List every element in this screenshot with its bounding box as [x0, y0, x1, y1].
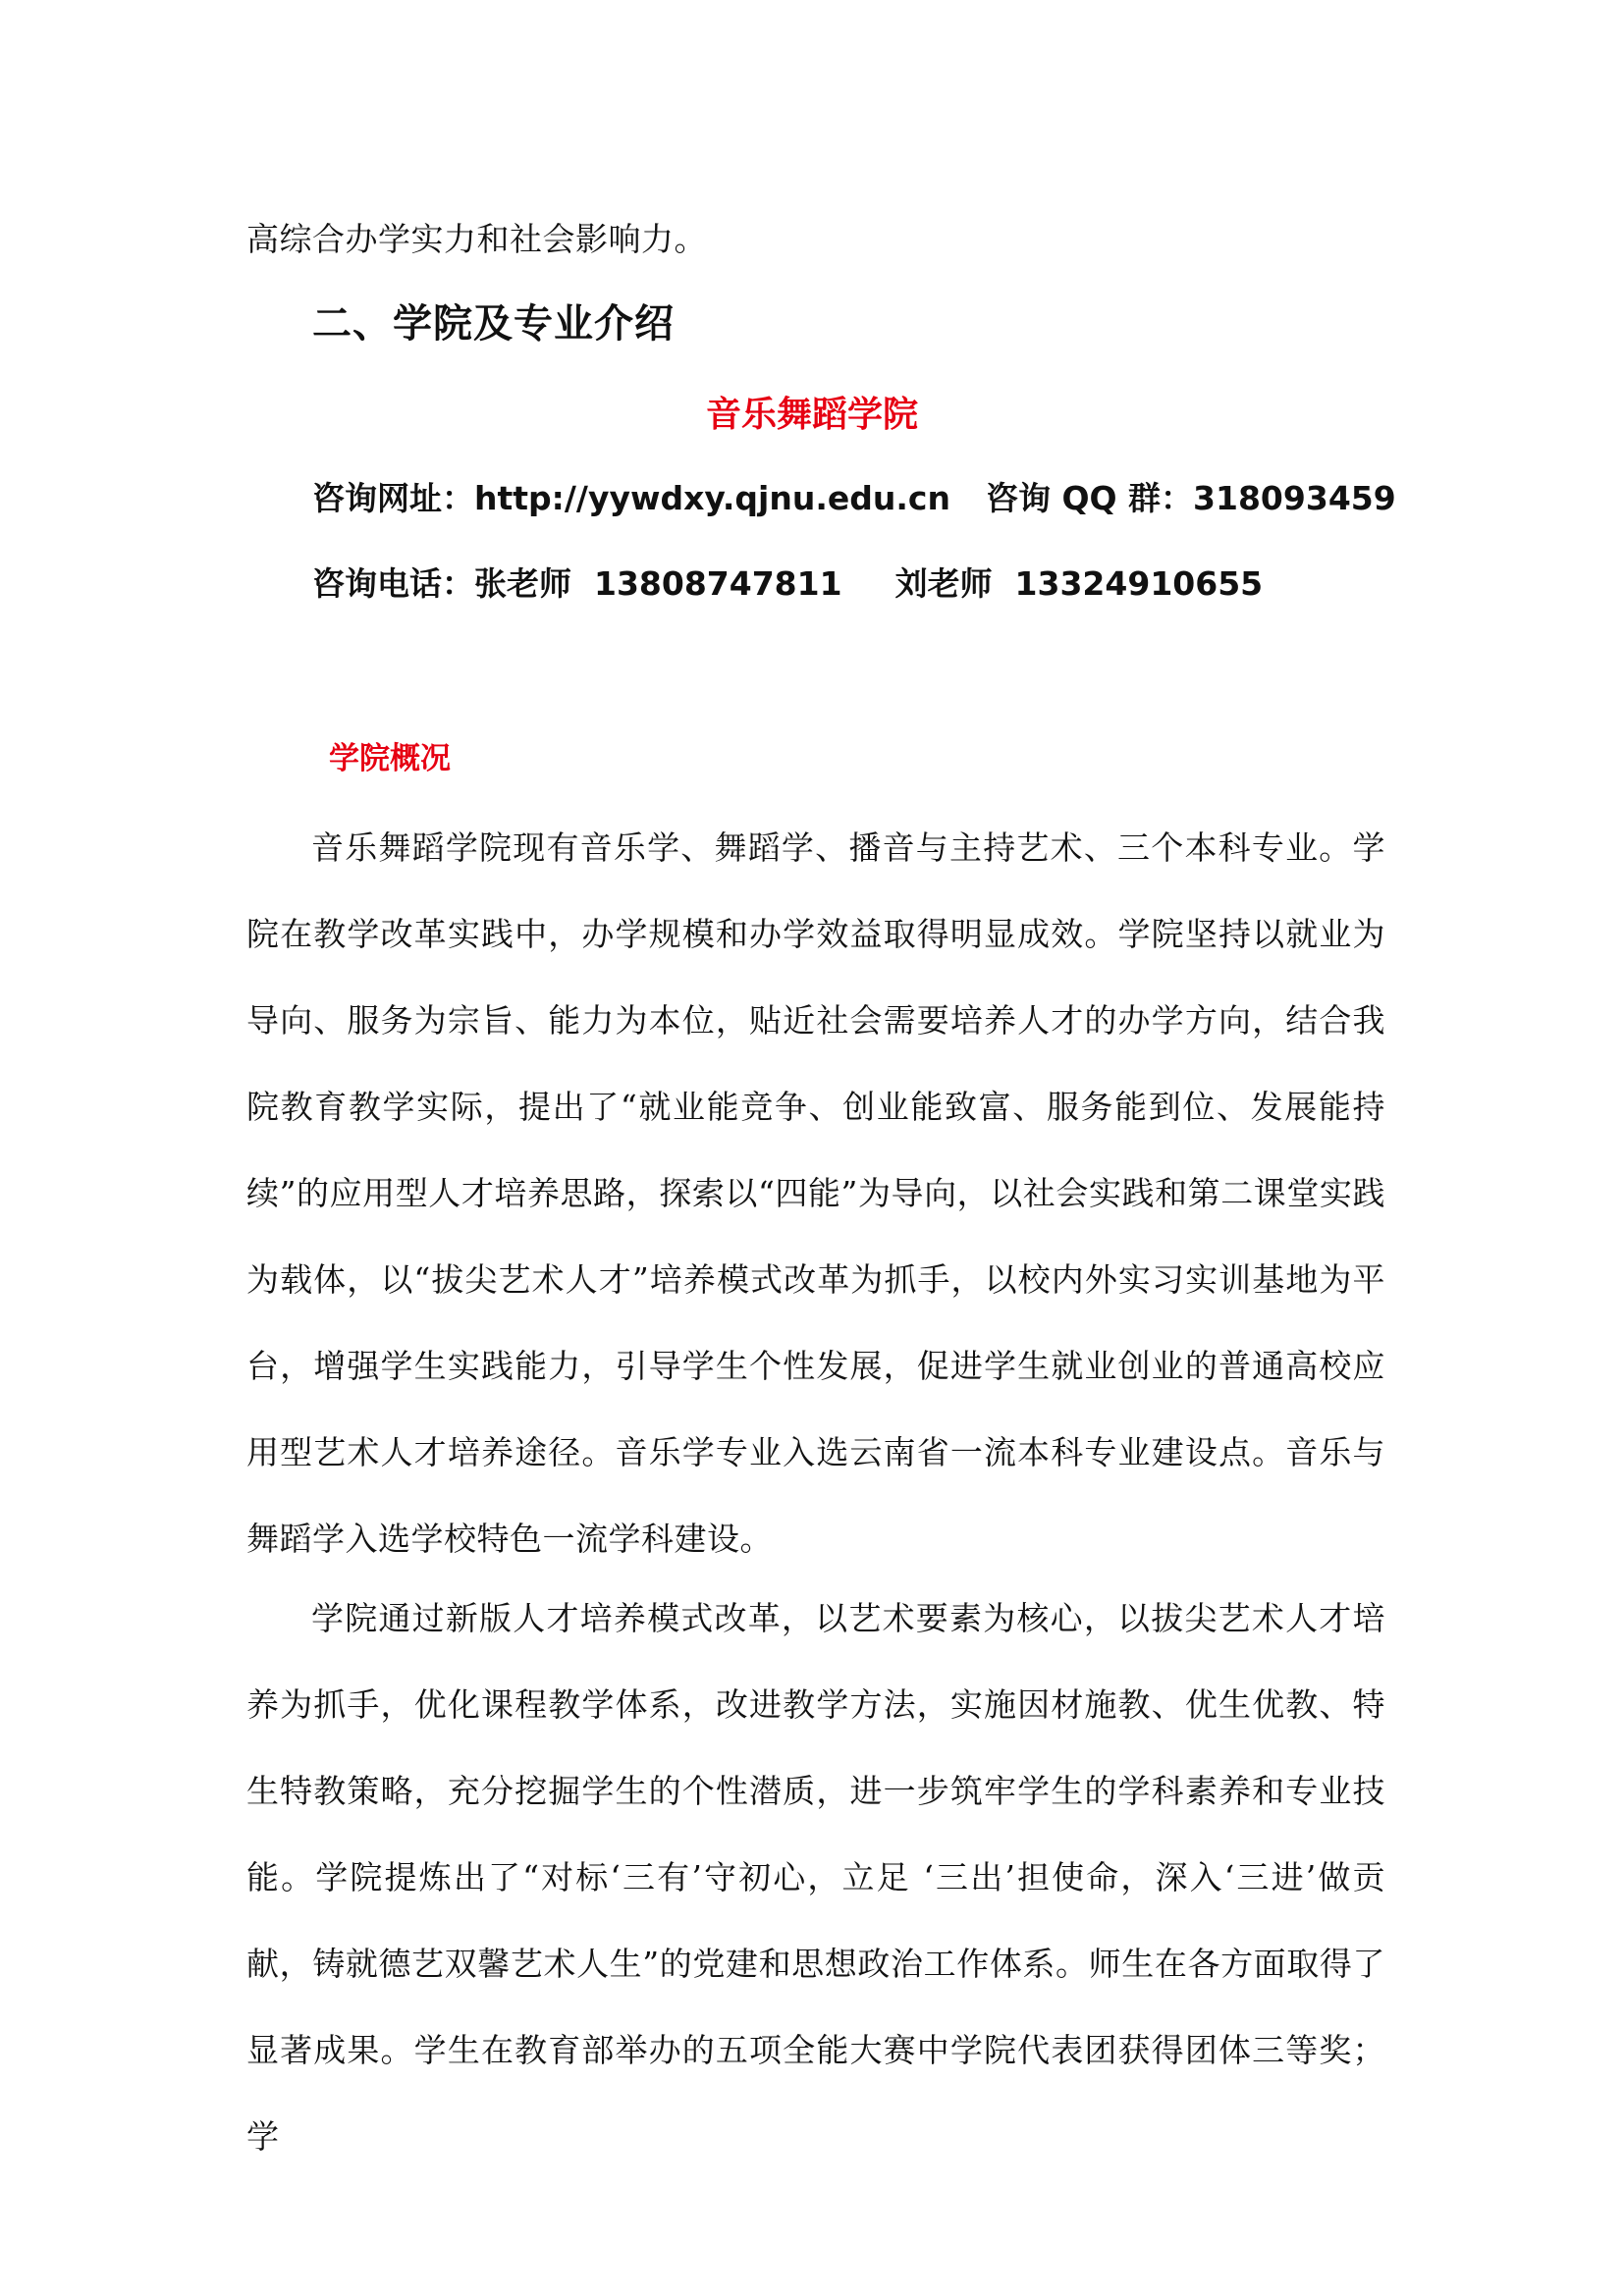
teacher2-phone: 13324910655	[1014, 564, 1264, 603]
college-title: 音乐舞蹈学院	[705, 395, 918, 435]
website-label: 咨询网址：	[312, 479, 474, 517]
teacher1-name: 张老师	[474, 564, 571, 603]
qq-number: 318093459	[1193, 479, 1396, 517]
overview-paragraph-2: 学院通过新版人才培养模式改革，以艺术要素为核心，以拔尖艺术人才培养为抓手，优化课程教学体系，改进教学方法，实施因材施教、优生优教、特生特教策略，充分挖掘学生的个性潜质，进一步筑牢学生的学科素养和专业技能。学院提炼出了“对标‘三有’守初心，立足 ‘三出’担使命，深入‘三进’做贡献，铸就德艺双馨艺术人生”的党建和思想政治工作体系。师生在各方面取得了显著成果。学生在教育部举办的五项全能大赛中学院代表团获得团体三等奖；学	[246, 1599, 1385, 2156]
contact-phone-line	[312, 560, 1263, 609]
intro-continuation-text: 高综合办学实力和社会影响力。	[246, 220, 707, 258]
phone-label: 咨询电话：	[312, 564, 474, 603]
overview-paragraph-1: 音乐舞蹈学院现有音乐学、舞蹈学、播音与主持艺术、三个本科专业。学院在教学改革实践中，办学规模和办学效益取得明显成效。学院坚持以就业为导向、服务为宗旨、能力为本位，贴近社会需要培养人才的办学方向，结合我院教育教学实际，提出了“就业能竞争、创业能致富、服务能到位、发展能持续”的应用型人才培养思路，探索以“四能”为导向，以社会实践和第二课堂实践为载体，以“拔尖艺术人才”培养模式改革为抓手，以校内外实习实训基地为平台，增强学生实践能力，引导学生个性发展，促进学生就业创业的普通高校应用型艺术人才培养途径。音乐学专业入选云南省一流本科专业建设点。音乐与舞蹈学入选学校特色一流学科建设。	[246, 828, 1385, 1558]
teacher1-phone: 13808747811	[593, 564, 842, 603]
contact-website-line	[312, 474, 1396, 523]
qq-label: 咨询 QQ 群：	[985, 479, 1194, 517]
website-link[interactable]: http://yywdxy.qjnu.edu.cn	[474, 479, 950, 517]
teacher2-name: 刘老师	[894, 564, 993, 603]
overview-heading: 学院概况	[329, 741, 451, 776]
section-heading: 二、学院及专业介绍	[312, 301, 675, 347]
